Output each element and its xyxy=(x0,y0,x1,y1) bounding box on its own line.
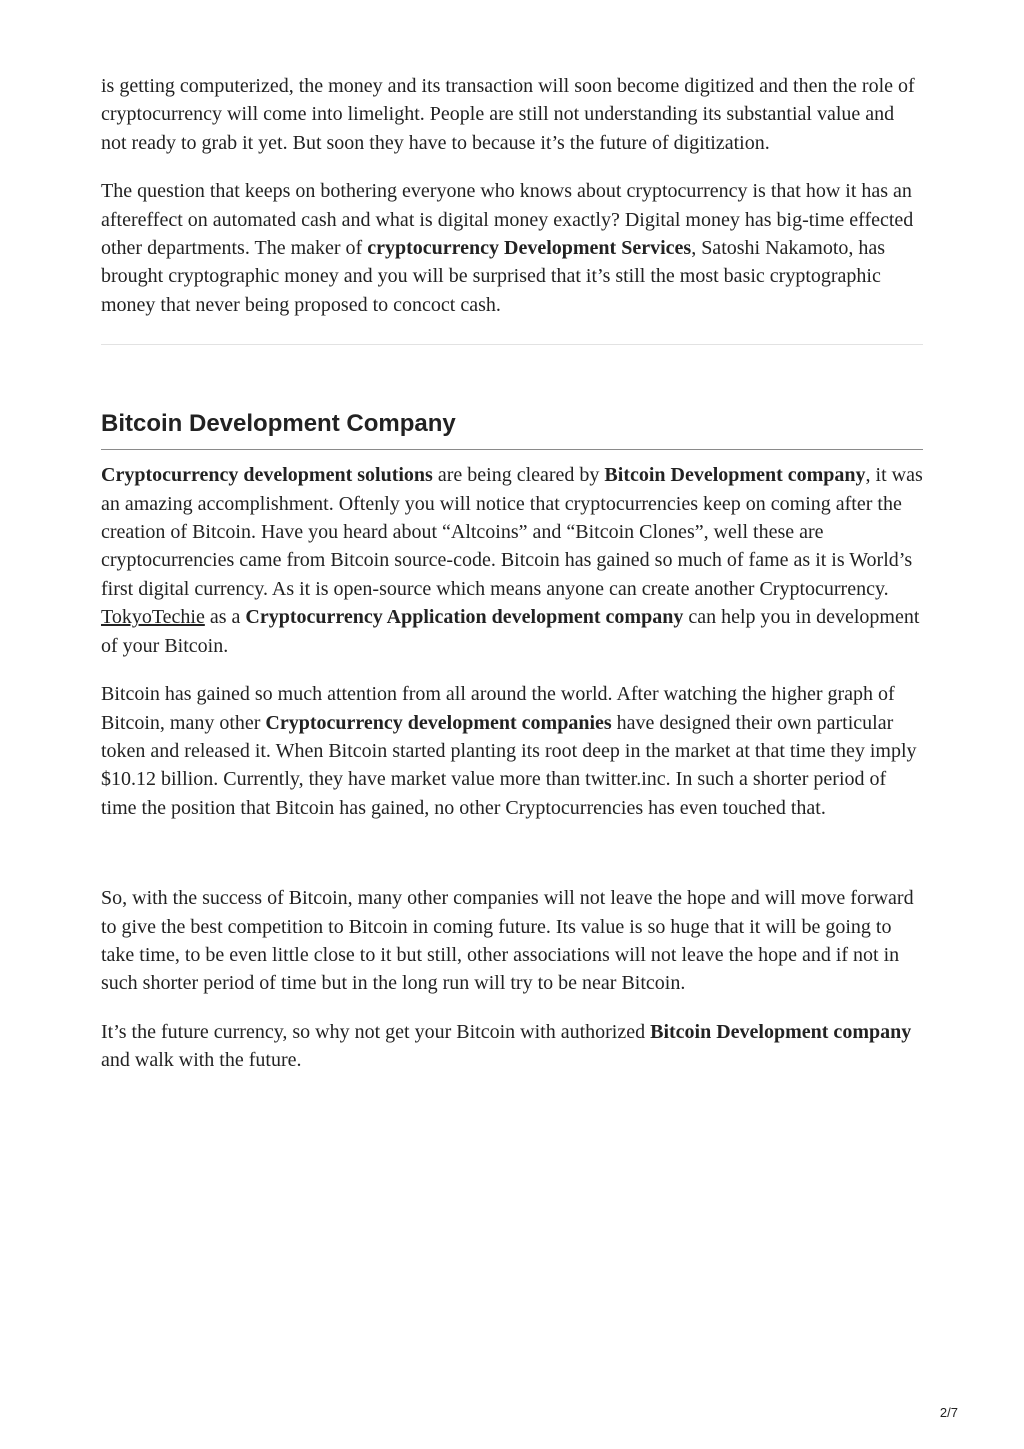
intro-paragraph-1-text: is getting computerized, the money and its transaction will soon become digitized and then the role of cryptocurrency will come into limelight. People are still not understanding its substantial value and not ready to grab it yet. But soon they have to because it’s the future of digitization. xyxy=(101,75,915,154)
section-paragraph-1 xyxy=(101,461,923,660)
section-paragraph-2-text-a: Bitcoin has gained so much attention from all around the world. After watching the higher graph of Bitcoin, many other xyxy=(101,683,895,734)
section-paragraph-4-text-a: It’s the future currency, so why not get your Bitcoin with authorized xyxy=(101,1020,651,1043)
section-paragraph-2-text-c: have designed their own particular token and released it. When Bitcoin started planting its root deep in the market at that time they imply $10.12 billion. Currently, they have market value more than twitter.inc. In such a shorter period of time the position that Bitcoin has gained, no other Cryptocurrencies has even touched that. xyxy=(101,711,917,819)
intro-paragraph-2-text-c: , Satoshi Nakamoto, has brought cryptographic money and you will be surprised that it’s still the most basic cryptographic money that never being proposed to concoct cash. xyxy=(101,237,886,316)
section-paragraph-4-text-c: and walk with the future. xyxy=(101,1049,302,1072)
section-paragraph-1-text-d: , it was an amazing accomplishment. Oftenly you will notice that cryptocurrencies keep on coming after the creation of Bitcoin. Have you heard about “Altcoins” and “Bitcoin Clones”, well these are cryptocurrencies came from Bitcoin source-code. Bitcoin has gained so much of fame as it is World’s first digital currency. As it is open-source which means anyone can create another Cryptocurrency. xyxy=(101,464,923,600)
section-paragraph-3-text: So, with the success of Bitcoin, many other companies will not leave the hope and will move forward to give the best competition to Bitcoin in coming future. Its value is so huge that it will be going to take time, to be even little close to it but still, other associations will not leave the hope and if not in such shorter period of time but in the long run will try to be near Bitcoin. xyxy=(101,887,914,995)
intro-paragraph-1 xyxy=(101,72,923,157)
section-paragraph-2-bold: Cryptocurrency development companies xyxy=(265,711,612,734)
section-paragraph-1-bold-a: Cryptocurrency development solutions xyxy=(101,464,433,487)
section-paragraph-3 xyxy=(101,884,923,998)
section-paragraph-1-text-e: as a xyxy=(204,606,246,629)
document-page xyxy=(101,72,923,1095)
section-paragraph-2 xyxy=(101,680,923,822)
paragraph-spacer xyxy=(101,842,923,884)
tokyotechie-link[interactable]: TokyoTechie xyxy=(101,606,205,629)
section-divider xyxy=(101,344,923,345)
section-paragraph-1-bold-f: Cryptocurrency Application development company xyxy=(245,606,684,629)
intro-paragraph-2-bold: cryptocurrency Development Services xyxy=(367,237,692,260)
section-paragraph-4-bold: Bitcoin Development company xyxy=(650,1020,912,1043)
intro-paragraph-2 xyxy=(101,177,923,319)
section-paragraph-1-text-g: can help you in development of your Bitcoin. xyxy=(101,606,920,657)
intro-paragraph-2-text-a: The question that keeps on bothering everyone who knows about cryptocurrency is that how it has an aftereffect on automated cash and what is digital money exactly? Digital money has big-time effected other departments. The maker of xyxy=(101,180,914,260)
section-paragraph-1-bold-c: Bitcoin Development company xyxy=(604,464,866,487)
section-heading: Bitcoin Development Company xyxy=(101,410,456,438)
section-paragraph-1-text-b: are being cleared by xyxy=(432,464,605,487)
section-paragraph-4 xyxy=(101,1018,923,1075)
heading-underline xyxy=(101,449,923,450)
page-number: 2/7 xyxy=(939,1405,958,1420)
